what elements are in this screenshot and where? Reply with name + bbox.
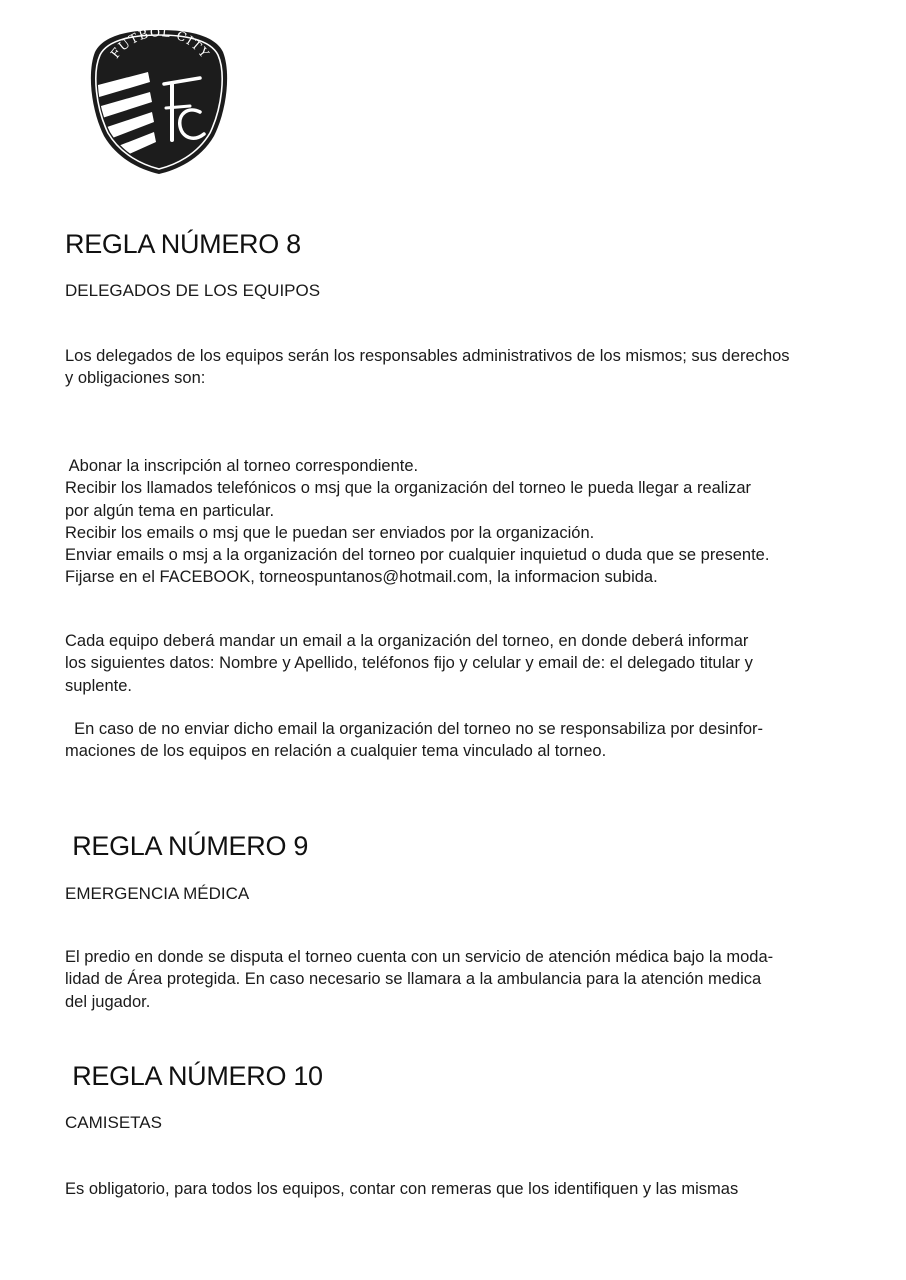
duty-line: Recibir los emails o msj que le puedan ser enviados por la organización. xyxy=(65,523,595,542)
text-line: maciones de los equipos en relación a cualquier tema vinculado al torneo. xyxy=(65,742,607,761)
rule-10-body xyxy=(65,1178,845,1200)
text-line: suplente. xyxy=(65,676,132,695)
text-line: lidad de Área protegida. En caso necesario se llamara a la ambulancia para la atención medica xyxy=(65,970,762,989)
rule-8-subtitle: DELEGADOS DE LOS EQUIPOS xyxy=(65,281,321,300)
futbol-city-crest-icon xyxy=(88,28,230,174)
duty-line: por algún tema en particular. xyxy=(65,501,275,520)
text-line: Es obligatorio, para todos los equipos, contar con remeras que los identifiquen y las mismas xyxy=(65,1180,739,1198)
rule-8-intro xyxy=(65,345,845,390)
rule-8-disclaimer xyxy=(65,718,845,763)
rule-10-subtitle: CAMISETAS xyxy=(65,1113,162,1132)
rule-8-email-requirement xyxy=(65,630,845,697)
duty-line: Abonar la inscripción al torneo correspondiente. xyxy=(65,457,419,475)
text-line: y obligaciones son: xyxy=(65,369,206,388)
text-line: En caso de no enviar dicho email la organización del torneo no se responsabiliza por desinfor- xyxy=(65,720,763,738)
rule-8-duties xyxy=(65,455,845,589)
duty-line: Fijarse en el FACEBOOK, torneospuntanos@hotmail.com, la informacion subida. xyxy=(65,568,658,587)
futbol-city-logo xyxy=(88,28,230,174)
rule-9-body xyxy=(65,946,845,1013)
rule-9-title: REGLA NÚMERO 9 xyxy=(65,831,309,861)
svg-text:FUTBOL CITY: FUTBOL CITY xyxy=(107,28,213,62)
text-line: los siguientes datos: Nombre y Apellido, teléfonos fijo y celular y email de: el delegado titular y xyxy=(65,654,753,673)
text-line: del jugador. xyxy=(65,992,151,1011)
text-line: Los delegados de los equipos serán los responsables administrativos de los mismos; sus derechos xyxy=(65,347,790,365)
text-line: Cada equipo deberá mandar un email a la organización del torneo, en donde deberá informar xyxy=(65,632,749,650)
duty-line: Recibir los llamados telefónicos o msj que la organización del torneo le pueda llegar a realizar xyxy=(65,479,752,498)
rule-10-title: REGLA NÚMERO 10 xyxy=(65,1061,323,1091)
rule-8-title: REGLA NÚMERO 8 xyxy=(65,229,301,259)
text-line: El predio en donde se disputa el torneo cuenta con un servicio de atención médica bajo la moda- xyxy=(65,948,774,966)
duty-line: Enviar emails o msj a la organización del torneo por cualquier inquietud o duda que se presente. xyxy=(65,546,770,565)
rule-9-subtitle: EMERGENCIA MÉDICA xyxy=(65,884,250,903)
